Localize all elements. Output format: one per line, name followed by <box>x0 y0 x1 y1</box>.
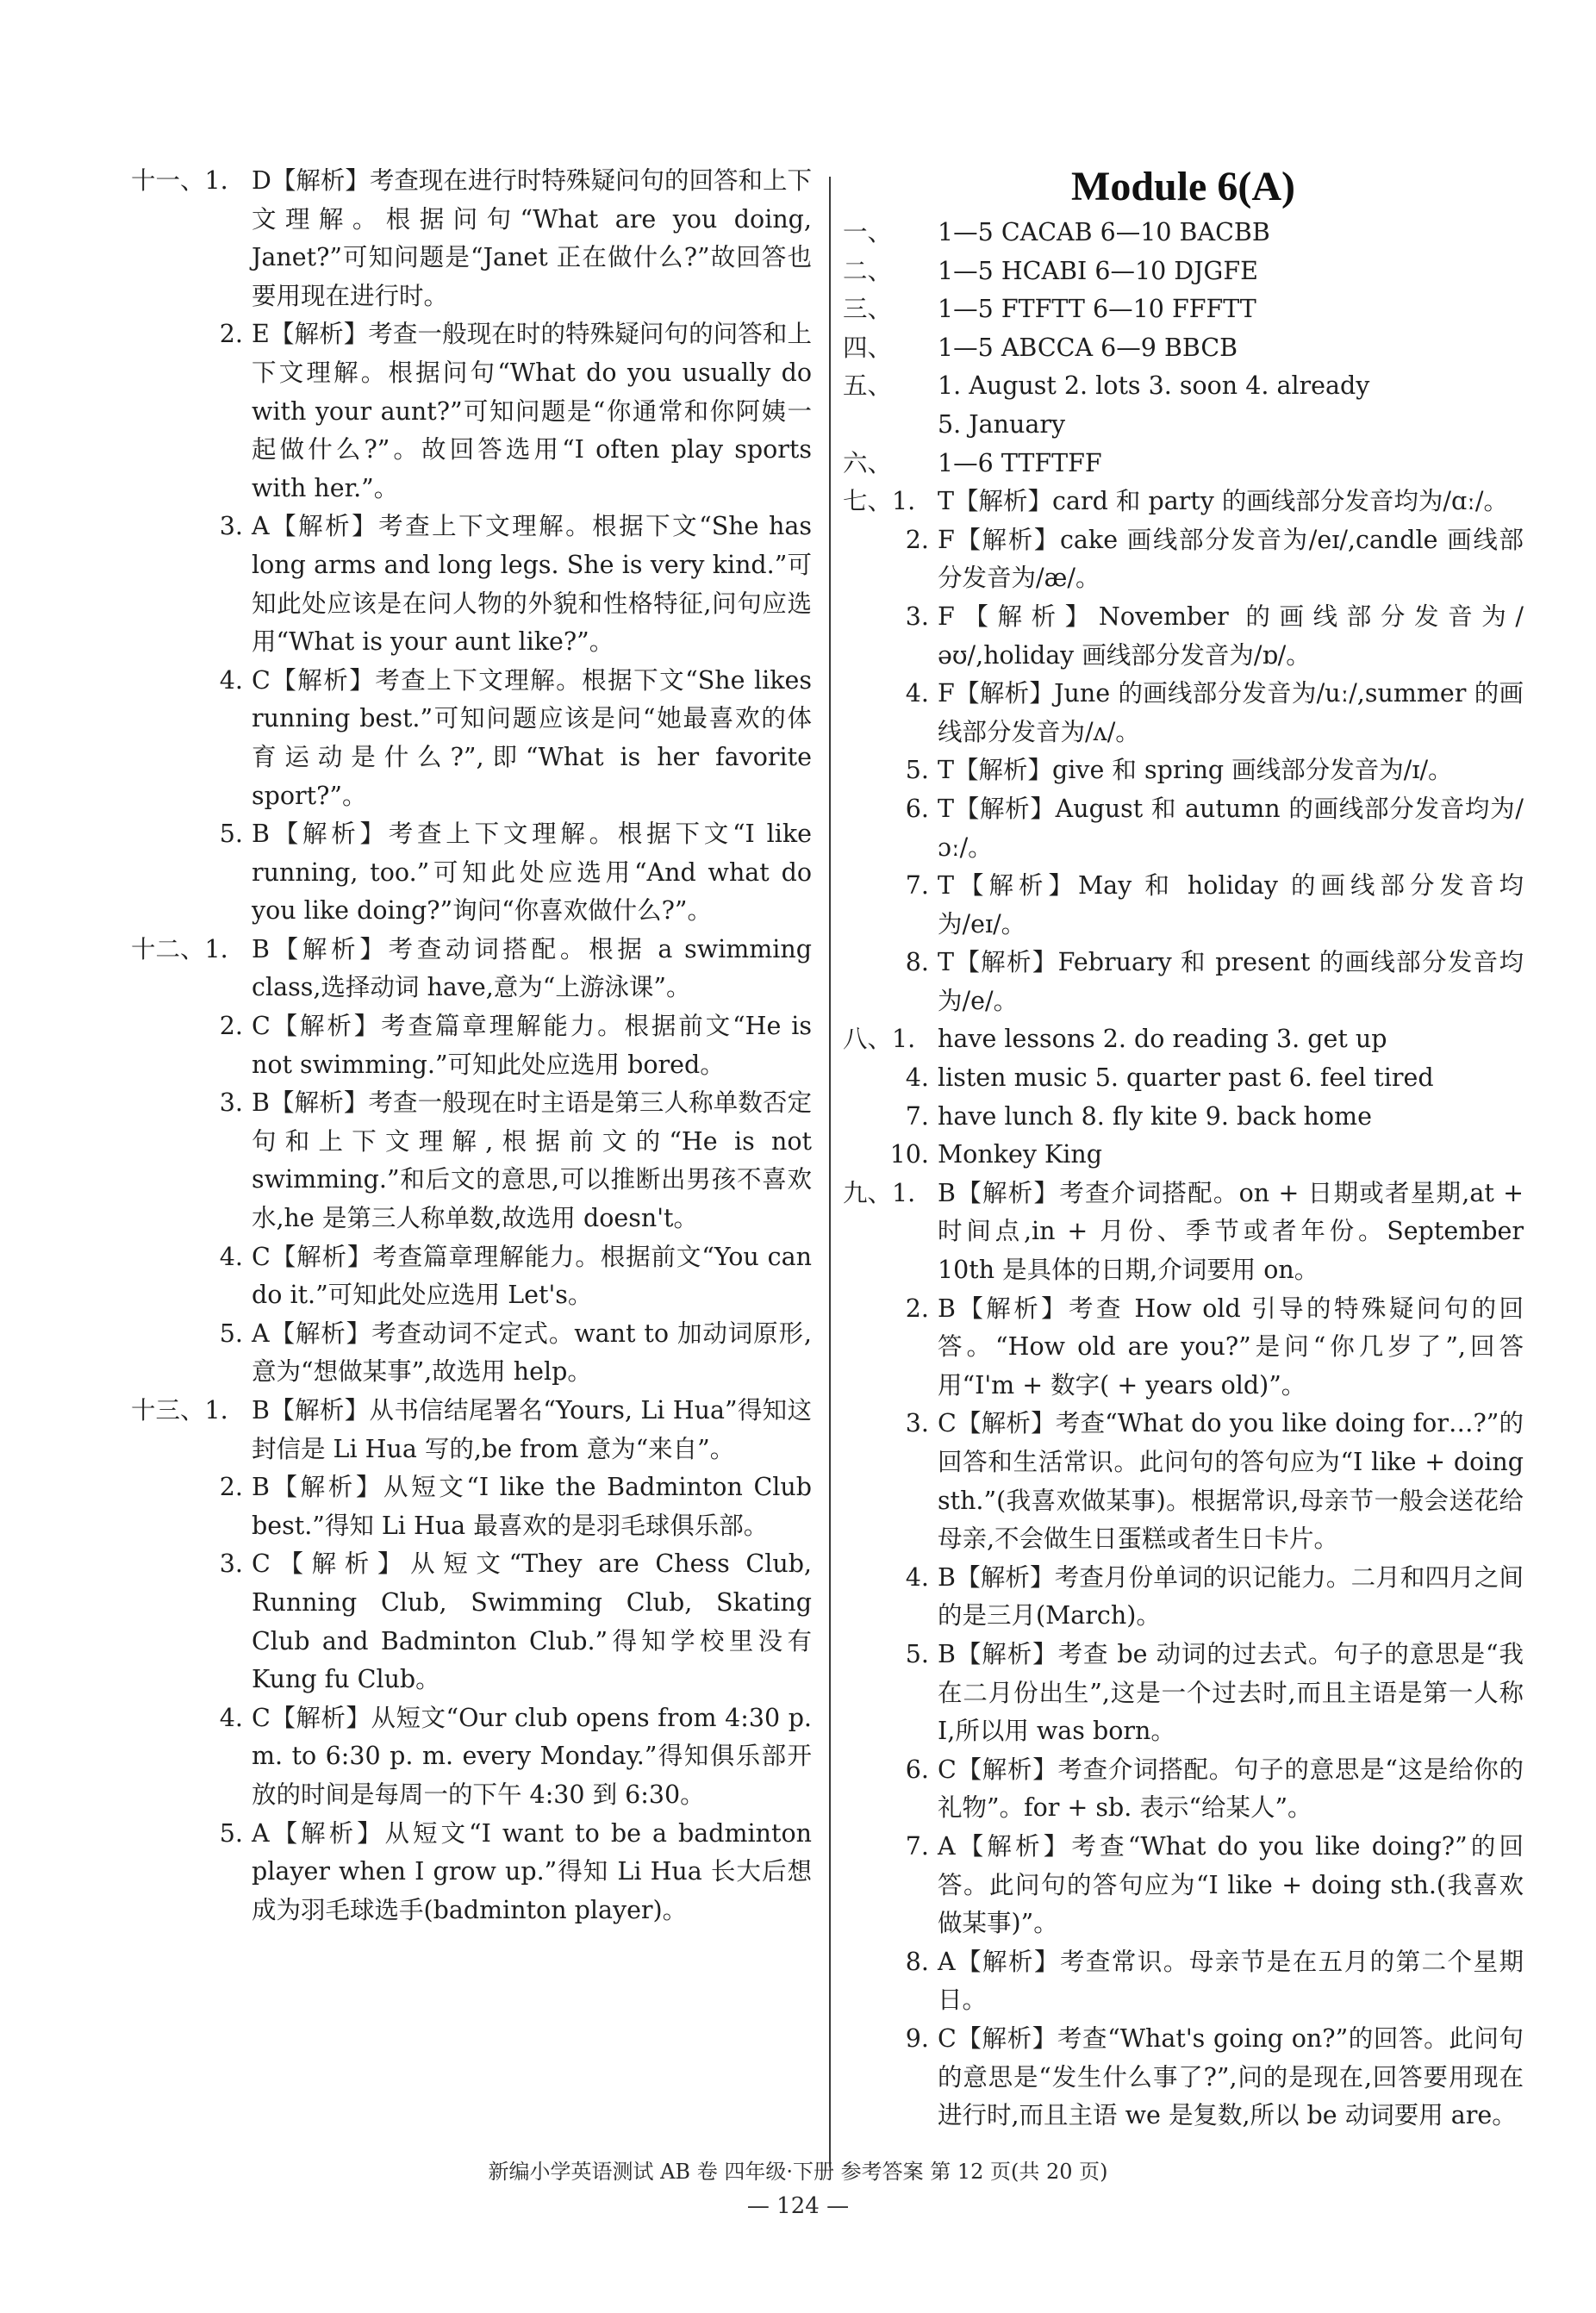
answer-item <box>843 867 1524 944</box>
answer-text: A【解析】从短文“I want to be a badminton player when I grow up.”得知 Li Hua 长大后想成为羽毛球选手(badminton player)。 <box>252 1818 812 1924</box>
answer-item <box>131 1084 812 1238</box>
answer-text: T【解析】card 和 party 的画线部分发音均为/ɑː/。 <box>938 487 1508 516</box>
answer-item <box>843 790 1524 867</box>
answer-text: C【解析】考查“What do you like doing for…?”的回答和生活常识。此问句的答句应为“I like + doing sth.”(我喜欢做某事)。根据常识,母亲节一般会送花给母亲,不会做生日蛋糕或者生日卡片。 <box>938 1409 1524 1554</box>
answer-item <box>843 445 1524 483</box>
answer-number: 2. <box>219 1473 243 1502</box>
answer-item <box>843 214 1524 252</box>
answer-text: C【解析】考查“What's going on?”的回答。此问句的意思是“发生什么事了?”,问的是现在,回答要用现在进行时,而且主语 we 是复数,所以 be 动词要用 are。 <box>938 2023 1524 2130</box>
answer-number: 4. <box>905 1063 929 1093</box>
answer-item <box>131 315 812 508</box>
answer-number: 六、 <box>843 448 893 477</box>
answer-number: 3. <box>905 602 929 631</box>
answer-item <box>843 1405 1524 1558</box>
footer-info: 新编小学英语测试 AB 卷 四年级·下册 参考答案 第 12 页(共 20 页) <box>488 2160 1108 2184</box>
answer-number: 十三、1. <box>131 1396 228 1425</box>
answer-item <box>843 1136 1524 1175</box>
answer-item <box>843 1751 1524 1828</box>
answer-number: 4. <box>219 665 243 695</box>
answer-number: 5. <box>905 756 929 785</box>
right-answers <box>843 214 1524 2135</box>
answer-number: 6. <box>905 794 929 823</box>
answer-item <box>131 1699 812 1815</box>
answer-number: 十二、1. <box>131 934 228 963</box>
page-number: — 124 — <box>746 2193 850 2219</box>
answer-item <box>843 329 1524 368</box>
answer-text: C【解析】考查篇章理解能力。根据前文“You can do it.”可知此处应选用 Let's。 <box>252 1242 812 1310</box>
answer-text: 5. January <box>938 409 1066 439</box>
column-divider <box>829 177 831 2167</box>
answer-text: C【解析】从短文“Our club opens from 4:30 p. m. to 6:30 p. m. every Monday.”得知俱乐部开放的时间是每周一的下午 4:30 到 6:30。 <box>252 1703 812 1809</box>
answer-item <box>843 367 1524 406</box>
answer-number: 2. <box>905 525 929 554</box>
answer-number: 4. <box>219 1242 243 1271</box>
answer-item <box>131 662 812 815</box>
answer-number: 3. <box>219 1088 243 1118</box>
answer-number: 三、 <box>843 295 893 324</box>
answer-number: 3. <box>219 512 243 541</box>
answer-item <box>131 1815 812 1930</box>
answer-number: 二、 <box>843 256 893 285</box>
answer-item <box>843 406 1524 445</box>
answer-item <box>131 1238 812 1315</box>
answer-number: 5. <box>219 820 243 849</box>
answer-item <box>843 1828 1524 1943</box>
answer-item <box>843 1175 1524 1290</box>
answer-text: B【解析】从书信结尾署名“Yours, Li Hua”得知这封信是 Li Hua 写的,be from 意为“来自”。 <box>252 1396 812 1463</box>
answer-item <box>843 944 1524 1020</box>
answer-item <box>131 1315 812 1392</box>
answer-text: F【解析】November 的画线部分发音为/əʊ/,holiday 画线部分发音为/ɒ/。 <box>938 602 1524 670</box>
answer-number: 4. <box>905 1562 929 1592</box>
answer-item <box>843 1059 1524 1098</box>
answer-text: E【解析】考查一般现在时的特殊疑问句的问答和上下文理解。根据问句“What do you usually do with your aunt?”可知问题是“你通常和你阿姨一起做什么?”。故回答选用“I often play sports with her.”。 <box>252 320 812 502</box>
answer-item <box>843 1290 1524 1406</box>
answer-number: 五、 <box>843 371 893 401</box>
answer-text: A【解析】考查常识。母亲节是在五月的第二个星期日。 <box>938 1947 1524 2015</box>
answer-text: B【解析】考查介词搭配。on + 日期或者星期,at + 时间点,in + 月份、季节或者年份。September 10th 是具体的日期,介词要用 on。 <box>938 1178 1524 1285</box>
answer-text: F【解析】June 的画线部分发音为/uː/,summer 的画线部分发音为/ʌ/。 <box>938 679 1524 746</box>
answer-item <box>131 508 812 661</box>
answer-item <box>843 1098 1524 1137</box>
answer-number: 7. <box>905 1101 929 1131</box>
answer-item <box>843 1020 1524 1059</box>
answer-text: C【解析】考查上下文理解。根据下文“She likes running best.”可知问题应该是问“她最喜欢的体育运动是什么?”,即“What is her favorite sport?”。 <box>252 665 812 810</box>
answer-number: 10. <box>889 1140 929 1169</box>
answer-item <box>131 1007 812 1084</box>
answer-item <box>843 1636 1524 1751</box>
answer-text: C【解析】考查篇章理解能力。根据前文“He is not swimming.”可知此处应选用 bored。 <box>252 1012 812 1079</box>
answer-item <box>843 252 1524 291</box>
answer-text: have lessons 2. do reading 3. get up <box>938 1025 1387 1054</box>
answer-item <box>843 751 1524 790</box>
answer-text: 1—6 TTFTFF <box>938 448 1102 477</box>
answer-text: B【解析】考查动词搭配。根据 a swimming class,选择动词 have,意为“上游泳课”。 <box>252 934 812 1002</box>
answer-text: Monkey King <box>938 1140 1102 1169</box>
answer-number: 8. <box>905 1947 929 1976</box>
answer-number: 4. <box>905 679 929 708</box>
answer-number: 9. <box>905 2023 929 2053</box>
answer-item <box>843 598 1524 675</box>
answer-text: 1—5 CACAB 6—10 BACBB <box>938 218 1270 246</box>
answer-item <box>843 290 1524 329</box>
answer-item <box>131 162 812 315</box>
answer-text: B【解析】考查 How old 引导的特殊疑问句的回答。“How old are you?”是问“你几岁了”,回答用“I'm + 数字( + years old)”。 <box>938 1294 1524 1400</box>
answer-number: 2. <box>905 1294 929 1323</box>
answer-number: 2. <box>219 1012 243 1041</box>
answer-text: T【解析】February 和 present 的画线部分发音均为/e/。 <box>938 948 1524 1015</box>
answer-number: 5. <box>219 1818 243 1848</box>
answer-item <box>131 1468 812 1545</box>
answer-text: 1—5 HCABI 6—10 DJGFE <box>938 256 1258 285</box>
answer-number: 7. <box>905 871 929 901</box>
answer-text: A【解析】考查上下文理解。根据下文“She has long arms and long legs. She is very kind.”可知此处应该是在问人物的外貌和性格特征,问句应选用“What is your aunt like?”。 <box>252 512 812 657</box>
answer-item <box>131 1392 812 1468</box>
answer-text: B【解析】考查一般现在时主语是第三人称单数否定句和上下文理解,根据前文的“He is not swimming.”和后文的意思,可以推断出男孩不喜欢水,he 是第三人称单数,故选用 doesn't。 <box>252 1088 812 1233</box>
answer-text: A【解析】考查“What do you like doing?”的回答。此问句的答句应为“I like + doing sth.(我喜欢做某事)”。 <box>938 1831 1524 1938</box>
answer-number: 8. <box>905 948 929 977</box>
answer-text: T【解析】May 和 holiday 的画线部分发音均为/eɪ/。 <box>938 871 1524 938</box>
answer-text: 1—5 FTFTT 6—10 FFFTT <box>938 295 1256 324</box>
answer-number: 七、1. <box>843 487 916 516</box>
module-title: Module 6(A) <box>1071 164 1295 209</box>
right-column <box>843 162 1524 2135</box>
answer-text: B【解析】考查上下文理解。根据下文“I like running, too.”可知此处应选用“And what do you like doing?”询问“你喜欢做什么?”。 <box>252 820 812 926</box>
answer-item <box>843 483 1524 521</box>
answer-number: 九、1. <box>843 1178 916 1207</box>
answer-text: 1. August 2. lots 3. soon 4. already <box>938 371 1370 401</box>
answer-number: 四、 <box>843 333 893 362</box>
answer-item <box>131 1545 812 1699</box>
answer-number: 3. <box>905 1409 929 1438</box>
answer-text: B【解析】考查 be 动词的过去式。句子的意思是“我在二月份出生”,这是一个过去时,而且主语是第一人称 I,所以用 was born。 <box>938 1639 1524 1746</box>
answer-text: C【解析】从短文“They are Chess Club, Running Club, Swimming Club, Skating Club and Badminton Club.”得知学校里没有 Kung fu Club。 <box>252 1549 812 1694</box>
answer-number: 八、1. <box>843 1025 916 1054</box>
answer-number: 7. <box>905 1831 929 1861</box>
answer-text: have lunch 8. fly kite 9. back home <box>938 1101 1372 1131</box>
answer-number: 3. <box>219 1549 243 1579</box>
left-column <box>131 162 812 1930</box>
answer-number: 2. <box>219 320 243 349</box>
answer-number: 4. <box>219 1703 243 1732</box>
answer-item <box>843 1943 1524 2020</box>
answer-item <box>843 521 1524 598</box>
answer-text: T【解析】August 和 autumn 的画线部分发音均为/ɔː/。 <box>938 794 1524 862</box>
answer-text: A【解析】考查动词不定式。want to 加动词原形,意为“想做某事”,故选用 help。 <box>252 1319 812 1387</box>
answer-number: 6. <box>905 1755 929 1784</box>
answer-item <box>843 675 1524 751</box>
answer-text: C【解析】考查介词搭配。句子的意思是“这是给你的礼物”。for + sb. 表示“给某人”。 <box>938 1755 1524 1823</box>
answer-number: 十一、1. <box>131 166 228 195</box>
answer-number: 5. <box>905 1639 929 1668</box>
answer-text: B【解析】考查月份单词的识记能力。二月和四月之间的是三月(March)。 <box>938 1562 1524 1630</box>
answer-text: 1—5 ABCCA 6—9 BBCB <box>938 333 1238 362</box>
answer-item <box>131 815 812 931</box>
answer-text: F【解析】cake 画线部分发音为/eɪ/,candle 画线部分发音为/æ/。 <box>938 525 1524 593</box>
answer-item <box>843 2020 1524 2135</box>
answer-item <box>843 1559 1524 1636</box>
answer-text: D【解析】考查现在进行时特殊疑问句的回答和上下文理解。根据问句“What are you doing, Janet?”可知问题是“Janet 正在做什么?”故回答也要用现在进行时。 <box>252 166 812 310</box>
answer-number: 一、 <box>843 218 893 246</box>
answer-number: 5. <box>219 1319 243 1348</box>
answer-text: listen music 5. quarter past 6. feel tired <box>938 1063 1434 1093</box>
answer-text: T【解析】give 和 spring 画线部分发音为/ɪ/。 <box>938 756 1453 785</box>
answer-item <box>131 931 812 1007</box>
answer-text: B【解析】从短文“I like the Badminton Club best.”得知 Li Hua 最喜欢的是羽毛球俱乐部。 <box>252 1473 812 1540</box>
